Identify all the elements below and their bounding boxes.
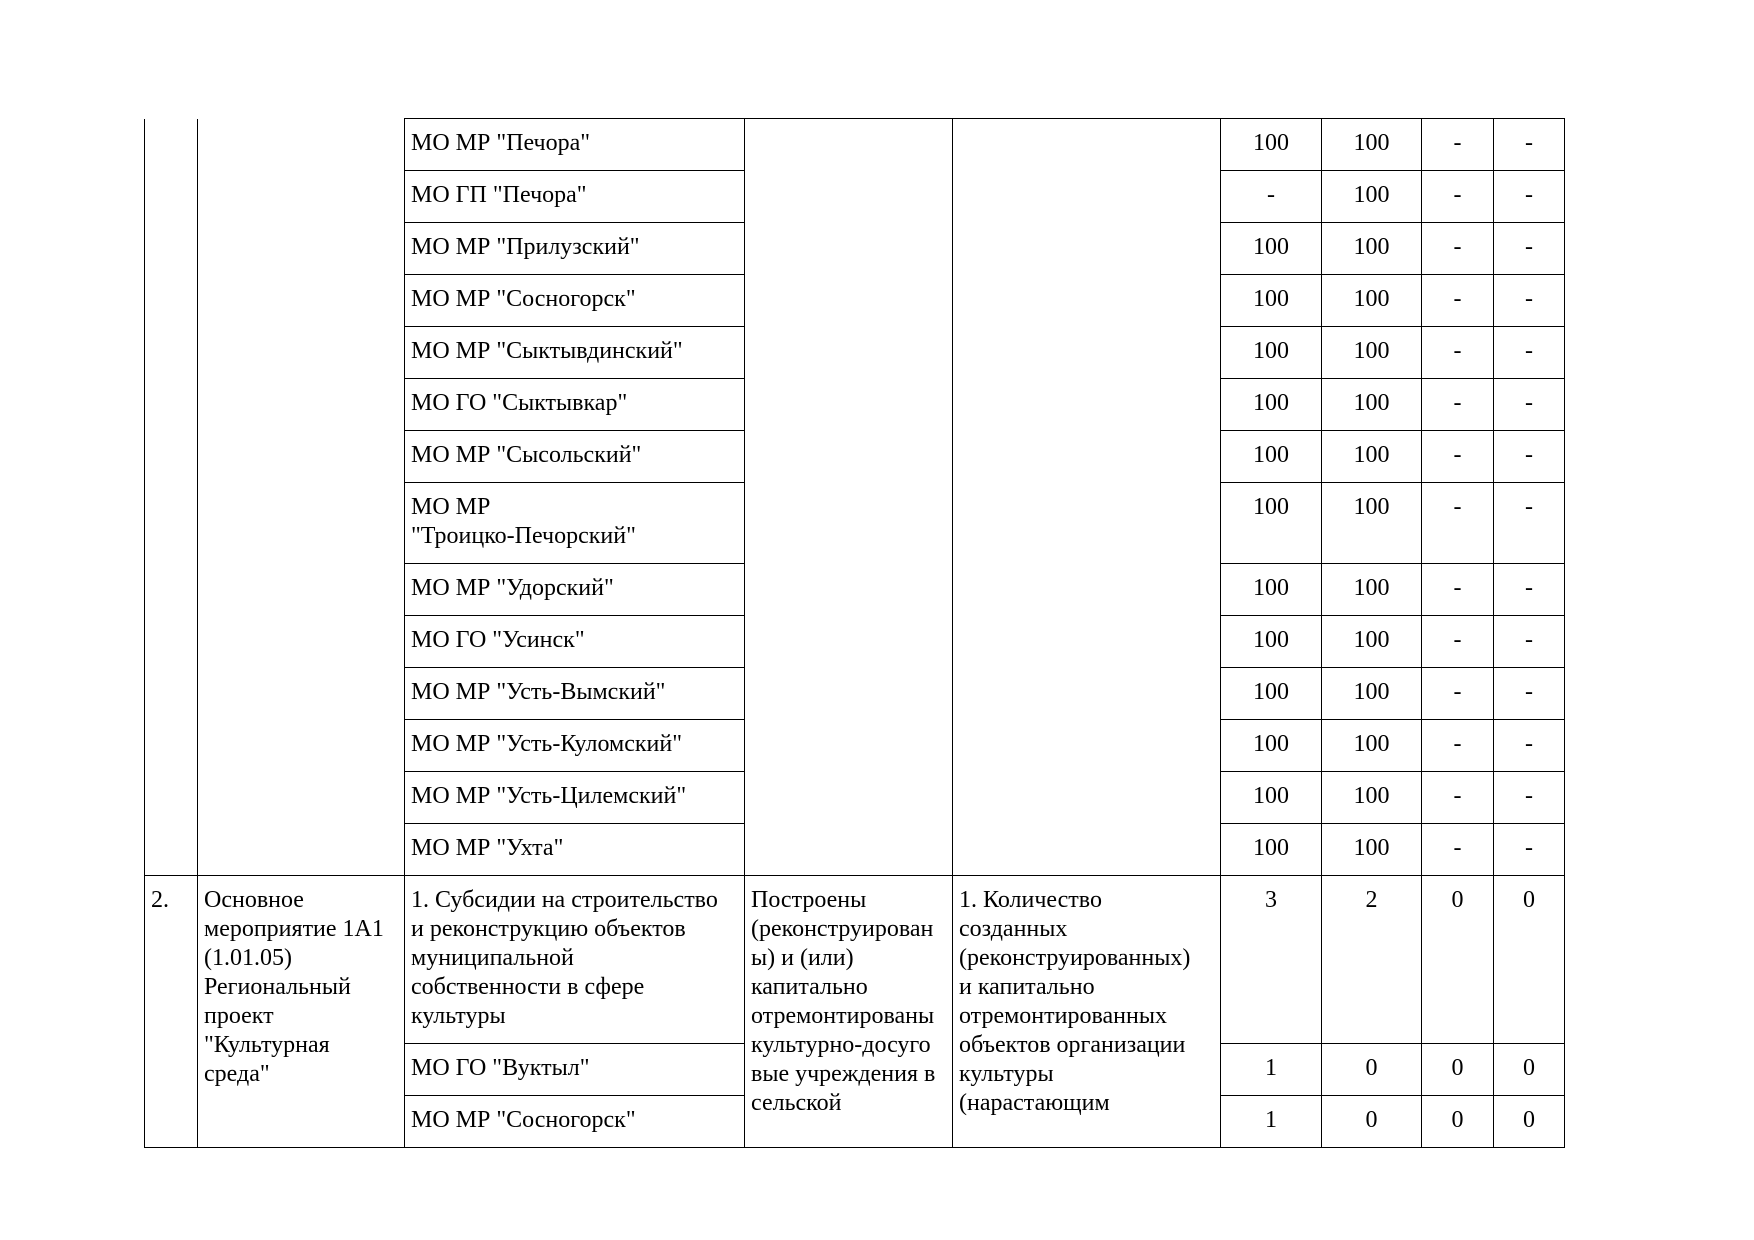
- value-cell: 100: [1221, 223, 1322, 275]
- org-cell: МО МР "Троицко-Печорский": [405, 483, 745, 564]
- value-cell: -: [1221, 171, 1322, 223]
- value-cell: -: [1422, 772, 1494, 824]
- org-cell: МО МР "Печора": [405, 119, 745, 171]
- result-text: Построены (реконструирован ы) и (или) капитально отремонтированы культурно-досуго вые учреждения в сельской: [745, 876, 953, 1148]
- value-cell: -: [1422, 616, 1494, 668]
- org-cell: МО ГО "Сыктывкар": [405, 379, 745, 431]
- value-cell: 0: [1422, 1096, 1494, 1148]
- number-cell: [145, 119, 198, 876]
- value-cell: 0: [1422, 1044, 1494, 1096]
- value-cell: -: [1422, 564, 1494, 616]
- value-cell: -: [1494, 275, 1565, 327]
- value-cell: -: [1422, 327, 1494, 379]
- value-cell: 0: [1494, 1096, 1565, 1148]
- value-cell: 2: [1322, 876, 1422, 1044]
- value-cell: 100: [1322, 379, 1422, 431]
- org-cell: МО ГО "Усинск": [405, 616, 745, 668]
- value-cell: 100: [1221, 119, 1322, 171]
- value-cell: -: [1494, 327, 1565, 379]
- program-table: [144, 118, 1565, 1148]
- value-cell: 100: [1322, 275, 1422, 327]
- value-cell: 100: [1322, 564, 1422, 616]
- org-cell: МО МР "Усть-Вымский": [405, 668, 745, 720]
- subsidy-title: 1. Субсидии на строительство и реконструкцию объектов муниципальной собственности в сфере культуры: [405, 876, 745, 1044]
- value-cell: -: [1422, 171, 1494, 223]
- value-cell: 100: [1221, 564, 1322, 616]
- value-cell: -: [1494, 223, 1565, 275]
- value-cell: 1: [1221, 1044, 1322, 1096]
- org-cell: МО МР "Усть-Цилемский": [405, 772, 745, 824]
- value-cell: 100: [1221, 275, 1322, 327]
- value-cell: 100: [1322, 171, 1422, 223]
- value-cell: -: [1494, 483, 1565, 564]
- value-cell: -: [1494, 616, 1565, 668]
- value-cell: 100: [1221, 772, 1322, 824]
- org-cell: МО МР "Ухта": [405, 824, 745, 876]
- value-cell: 100: [1322, 668, 1422, 720]
- org-cell: МО ГО "Вуктыл": [405, 1044, 745, 1096]
- value-cell: 100: [1221, 483, 1322, 564]
- value-cell: -: [1494, 431, 1565, 483]
- org-cell: МО МР "Сосногорск": [405, 1096, 745, 1148]
- value-cell: 0: [1494, 876, 1565, 1044]
- value-cell: 1: [1221, 1096, 1322, 1148]
- value-cell: -: [1494, 720, 1565, 772]
- value-cell: 100: [1322, 327, 1422, 379]
- value-cell: -: [1422, 720, 1494, 772]
- value-cell: 100: [1322, 119, 1422, 171]
- value-cell: 100: [1221, 668, 1322, 720]
- value-cell: -: [1494, 119, 1565, 171]
- value-cell: -: [1494, 171, 1565, 223]
- org-cell: МО МР "Сыктывдинский": [405, 327, 745, 379]
- value-cell: 100: [1221, 379, 1322, 431]
- value-cell: 100: [1322, 223, 1422, 275]
- org-cell: МО МР "Усть-Куломский": [405, 720, 745, 772]
- value-cell: -: [1494, 772, 1565, 824]
- measure-title: Основное мероприятие 1А1 (1.01.05) Региональный проект "Культурная среда": [198, 876, 405, 1148]
- value-cell: -: [1422, 431, 1494, 483]
- org-cell: МО МР "Прилузский": [405, 223, 745, 275]
- value-cell: 0: [1322, 1096, 1422, 1148]
- value-cell: 100: [1322, 616, 1422, 668]
- value-cell: 100: [1221, 616, 1322, 668]
- indicator-cell: [953, 119, 1221, 876]
- value-cell: -: [1422, 275, 1494, 327]
- value-cell: 100: [1322, 483, 1422, 564]
- value-cell: 0: [1494, 1044, 1565, 1096]
- value-cell: -: [1422, 119, 1494, 171]
- value-cell: 100: [1322, 772, 1422, 824]
- value-cell: -: [1422, 483, 1494, 564]
- value-cell: 0: [1422, 876, 1494, 1044]
- value-cell: 100: [1322, 431, 1422, 483]
- value-cell: -: [1494, 379, 1565, 431]
- table-row: [145, 876, 1565, 1044]
- table-row: [145, 119, 1565, 171]
- value-cell: 100: [1221, 431, 1322, 483]
- value-cell: 100: [1221, 720, 1322, 772]
- indicator-text: 1. Количество созданных (реконструированных) и капитально отремонтированных объектов организации культуры (нарастающим: [953, 876, 1221, 1148]
- value-cell: 100: [1221, 824, 1322, 876]
- value-cell: -: [1422, 223, 1494, 275]
- value-cell: 100: [1221, 327, 1322, 379]
- value-cell: 100: [1322, 720, 1422, 772]
- value-cell: -: [1494, 824, 1565, 876]
- org-cell: МО ГП "Печора": [405, 171, 745, 223]
- measure-cell: [198, 119, 405, 876]
- org-cell: МО МР "Сосногорск": [405, 275, 745, 327]
- value-cell: -: [1494, 668, 1565, 720]
- value-cell: -: [1422, 824, 1494, 876]
- org-cell: МО МР "Сысольский": [405, 431, 745, 483]
- value-cell: 3: [1221, 876, 1322, 1044]
- value-cell: -: [1422, 668, 1494, 720]
- value-cell: -: [1494, 564, 1565, 616]
- value-cell: -: [1422, 379, 1494, 431]
- org-cell: МО МР "Удорский": [405, 564, 745, 616]
- section-number: 2.: [145, 876, 198, 1148]
- value-cell: 0: [1322, 1044, 1422, 1096]
- result-cell: [745, 119, 953, 876]
- value-cell: 100: [1322, 824, 1422, 876]
